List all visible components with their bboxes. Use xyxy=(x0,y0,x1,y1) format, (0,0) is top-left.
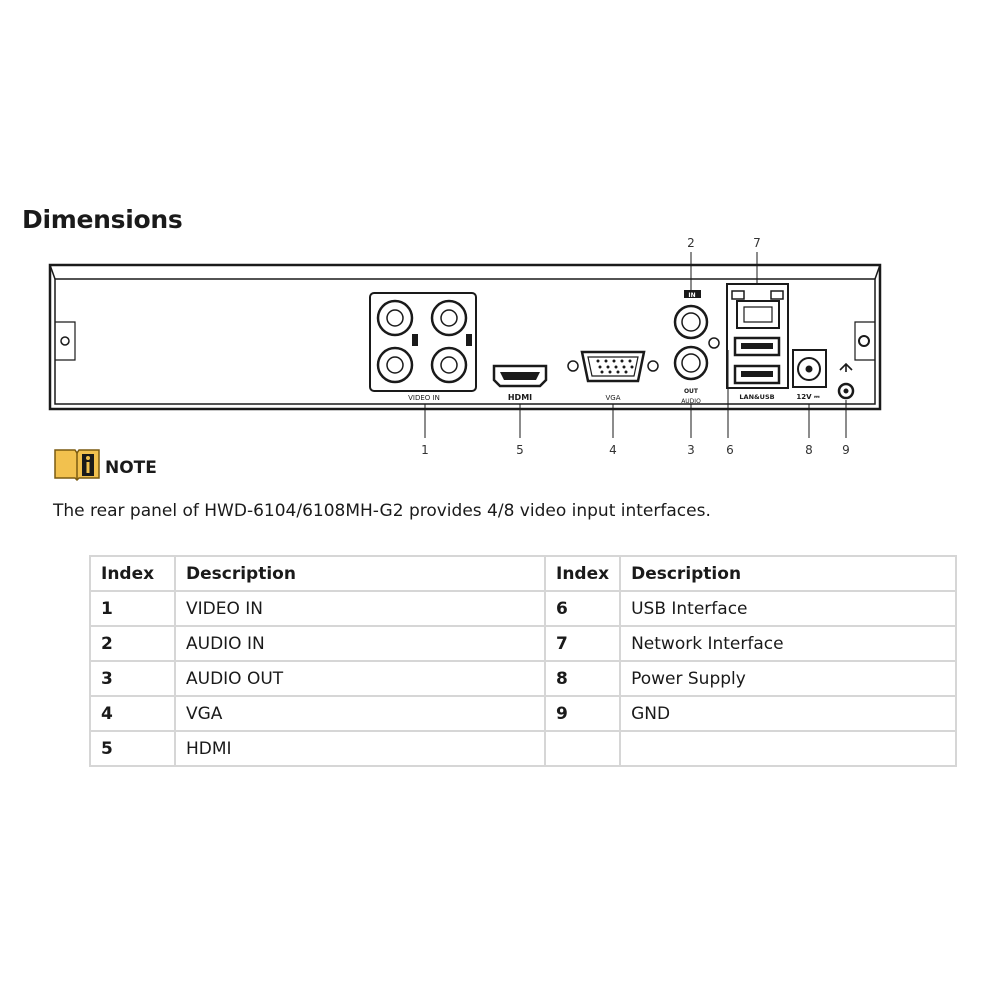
index-cell: 2 xyxy=(90,626,175,661)
lan-usb-ports xyxy=(727,284,788,388)
power-label: 12V ⎓ xyxy=(796,393,820,401)
gnd-terminal xyxy=(839,364,853,398)
description-cell: VIDEO IN xyxy=(175,591,545,626)
lan-usb-label: LAN&USB xyxy=(739,393,775,401)
table-row xyxy=(90,591,956,626)
callout-8: 8 xyxy=(805,443,813,457)
note-label: NOTE xyxy=(105,458,157,478)
callout-7: 7 xyxy=(753,236,761,250)
audio-in-label: IN xyxy=(688,292,696,299)
page-title: Dimensions xyxy=(22,205,183,234)
video-in-label: VIDEO IN xyxy=(408,394,440,402)
description-cell: USB Interface xyxy=(620,591,956,626)
description-cell: AUDIO IN xyxy=(175,626,545,661)
header-description: Description xyxy=(620,556,956,591)
callout-5: 5 xyxy=(516,443,524,457)
port-index-table xyxy=(89,555,957,767)
description-cell: VGA xyxy=(175,696,545,731)
header-index: Index xyxy=(545,556,620,591)
description-cell: AUDIO OUT xyxy=(175,661,545,696)
callout-1: 1 xyxy=(421,443,429,457)
video-in-ports xyxy=(370,293,476,391)
header-description: Description xyxy=(175,556,545,591)
callout-3: 3 xyxy=(687,443,695,457)
callout-2: 2 xyxy=(687,236,695,250)
table-header-row xyxy=(90,556,956,591)
index-cell xyxy=(545,731,620,766)
table-row xyxy=(90,696,956,731)
note-header xyxy=(53,447,157,481)
index-cell: 7 xyxy=(545,626,620,661)
index-cell: 8 xyxy=(545,661,620,696)
index-cell: 3 xyxy=(90,661,175,696)
callout-9: 9 xyxy=(842,443,850,457)
description-cell xyxy=(620,731,956,766)
description-cell: HDMI xyxy=(175,731,545,766)
callout-numbers xyxy=(421,236,850,457)
audio-label: AUDIO xyxy=(681,398,701,405)
vga-port xyxy=(568,352,658,381)
power-port xyxy=(793,350,826,387)
index-cell: 6 xyxy=(545,591,620,626)
description-cell: GND xyxy=(620,696,956,731)
description-cell: Power Supply xyxy=(620,661,956,696)
table-row xyxy=(90,731,956,766)
info-book-icon xyxy=(53,447,101,481)
table-row xyxy=(90,626,956,661)
callout-4: 4 xyxy=(609,443,617,457)
callout-6: 6 xyxy=(726,443,734,457)
vga-label: VGA xyxy=(605,394,621,402)
hdmi-port xyxy=(494,366,546,386)
header-index: Index xyxy=(90,556,175,591)
index-cell: 1 xyxy=(90,591,175,626)
audio-out-label: OUT xyxy=(683,388,699,395)
audio-ports xyxy=(675,290,719,379)
description-cell: Network Interface xyxy=(620,626,956,661)
index-cell: 5 xyxy=(90,731,175,766)
table-row xyxy=(90,661,956,696)
index-cell: 4 xyxy=(90,696,175,731)
rear-panel-diagram xyxy=(0,225,1000,460)
hdmi-label: HDMI xyxy=(507,393,533,402)
note-text: The rear panel of HWD-6104/6108MH-G2 provides 4/8 video input interfaces. xyxy=(53,501,711,521)
index-cell: 9 xyxy=(545,696,620,731)
